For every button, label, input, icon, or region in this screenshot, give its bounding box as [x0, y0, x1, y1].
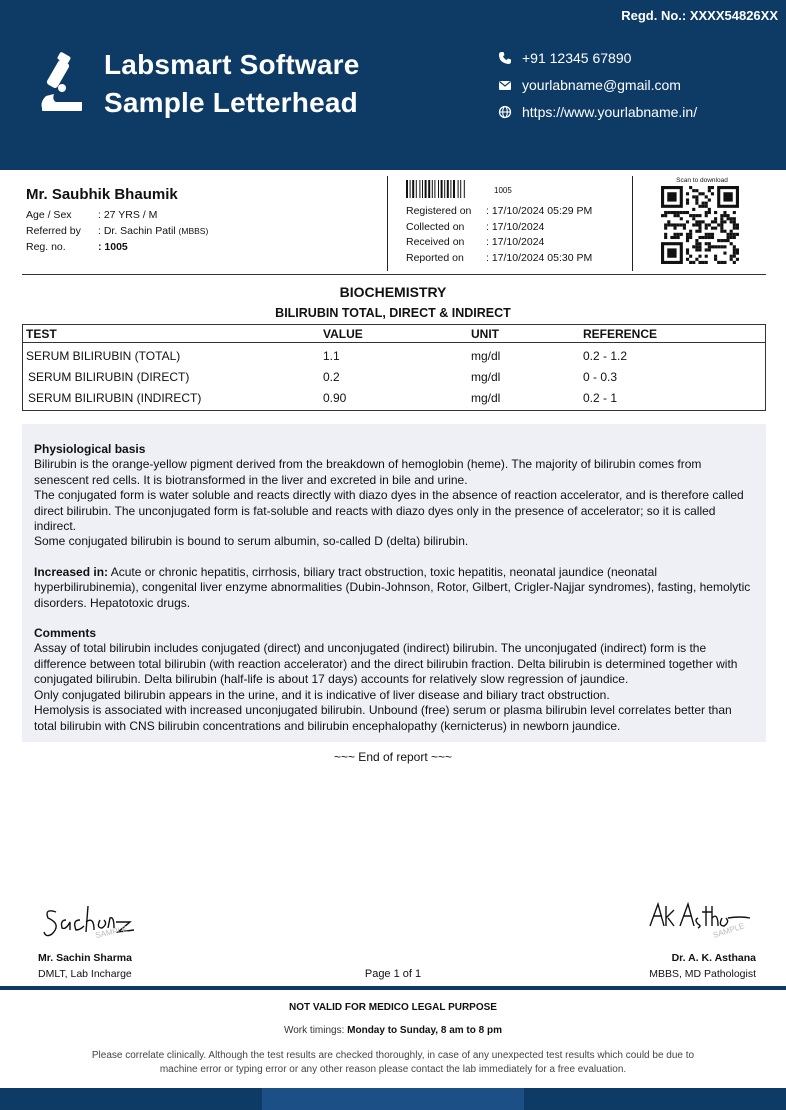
- comments-paragraph: Only conjugated bilirubin appears in the urine, and it is indicative of liver disease and biliary tract obstruction.: [34, 687, 610, 702]
- sample-stamp: SAMPLE: [711, 921, 746, 940]
- age-sex-value: : 27 YRS / M: [98, 209, 158, 221]
- reg-value: : 1005: [98, 241, 128, 253]
- column-header-unit: UNIT: [471, 326, 499, 341]
- timings-label: Work timings:: [283, 1025, 348, 1036]
- test-value: 0.90: [323, 390, 347, 405]
- contact-email[interactable]: [498, 77, 681, 93]
- date-label: Collected on: [406, 220, 465, 233]
- phone-text: +91 12345 67890: [522, 50, 632, 66]
- contact-phone[interactable]: [498, 50, 631, 66]
- signature-right-image: [646, 896, 756, 944]
- divider-right: [632, 176, 633, 271]
- date-value: : 17/10/2024: [486, 236, 545, 249]
- test-name: SERUM BILIRUBIN (TOTAL): [26, 348, 181, 363]
- end-of-report: ~~~ End of report ~~~: [333, 750, 453, 764]
- date-label: Received on: [406, 236, 465, 249]
- table-row: [23, 366, 765, 387]
- date-label: Registered on: [406, 205, 472, 217]
- registration-number: Regd. No.: XXXX54826XX: [621, 8, 778, 23]
- mail-icon: [498, 78, 512, 92]
- column-header-test: TEST: [26, 326, 57, 341]
- physiology-heading: Physiological basis: [34, 442, 146, 456]
- increased-in-paragraph: [34, 565, 754, 611]
- section-divider: [22, 274, 766, 275]
- test-unit: mg/dl: [471, 369, 501, 384]
- barcode-number: 1005: [494, 186, 512, 195]
- comments-heading: Comments: [34, 626, 97, 641]
- date-label: Reported on: [406, 252, 464, 265]
- timings-value: Monday to Sunday, 8 am to 8 pm: [347, 1025, 502, 1036]
- work-timings: [0, 1025, 786, 1036]
- signatory-name: Dr. A. K. Asthana: [671, 952, 756, 964]
- table-header: [23, 325, 765, 343]
- reg-label: Reg. no.: [26, 241, 66, 253]
- globe-icon: [498, 105, 512, 119]
- referred-row: [26, 223, 208, 239]
- qr-label: Scan to download: [676, 177, 728, 184]
- increased-label: Increased in:: [34, 564, 109, 579]
- department-title: BIOCHEMISTRY: [339, 284, 447, 300]
- test-value: 1.1: [323, 348, 340, 363]
- interpretation-notes: [22, 424, 766, 742]
- table-row: [23, 387, 765, 408]
- footer-note: Please correlate clinically. Although the test results are checked thoroughly, in case of any unexpected test results which could be due to machine error or typing error or any other reason please contact the lab immediately for a free evaluation.: [91, 1050, 695, 1075]
- barcode: [406, 180, 512, 198]
- date-value: : 17/10/2024 05:30 PM: [486, 252, 593, 265]
- patient-name: Mr. Saubhik Bhaumik: [26, 186, 178, 203]
- physiology-paragraph: Some conjugated bilirubin is bound to serum albumin, so-called D (delta) bilirubin.: [34, 534, 469, 549]
- test-unit: mg/dl: [471, 348, 501, 363]
- physiology-paragraph: The conjugated form is water soluble and reacts directly with diazo dyes in the absence of reaction accelerator, and is therefore called direct bilirubin. The unconjugated form is fat-soluble and reacts with diazo dyes only in the presence of accelerator; so it is called indirect.: [34, 488, 744, 534]
- website-text: https://www.yourlabname.in/: [522, 104, 698, 120]
- sample-dates: [406, 204, 592, 267]
- age-sex-label: Age / Sex: [26, 209, 72, 221]
- referred-suffix: (MBBS): [178, 226, 209, 236]
- test-reference: 0.2 - 1: [583, 390, 618, 405]
- date-row: [406, 235, 592, 251]
- date-value: : 17/10/2024: [486, 220, 545, 233]
- test-value: 0.2: [323, 369, 340, 384]
- lab-title-line2: Sample Letterhead: [104, 87, 358, 118]
- signature-left-image: [40, 898, 140, 944]
- test-reference: 0.2 - 1.2: [583, 348, 628, 363]
- age-sex-row: [26, 207, 208, 223]
- sample-stamp: SAMPLE: [94, 924, 129, 940]
- letterhead-header: [0, 0, 786, 170]
- test-unit: mg/dl: [471, 390, 501, 405]
- increased-text: Acute or chronic hepatitis, cirrhosis, biliary tract obstruction, toxic hepatitis, neonatal jaundice (neonatal hyperbilirubinemia), congenital liver enzyme abnormalities (Dubin-Johnson, Rotor, Gilbert, Crigler-Najjar syndromes), fasting, hemolytic disorders. Hepatotoxic drugs.: [34, 564, 751, 610]
- panel-title: BILIRUBIN TOTAL, DIRECT & INDIRECT: [275, 306, 511, 320]
- bottom-band: [0, 1088, 786, 1110]
- date-row: [406, 220, 592, 236]
- test-name: SERUM BILIRUBIN (DIRECT): [28, 369, 190, 384]
- footer-rule: [0, 986, 786, 990]
- referred-value: : Dr. Sachin Patil: [98, 225, 176, 237]
- results-table: [22, 324, 766, 411]
- microscope-icon: [38, 52, 86, 112]
- phone-icon: [498, 51, 512, 65]
- column-header-value: VALUE: [323, 326, 363, 341]
- comments-paragraph: Assay of total bilirubin includes conjugated (direct) and unconjugated (indirect) bilirubin. The unconjugated (indirect) form is the difference between total bilirubin (with reaction accelerator) and the direct bilirubin fraction. Delta bilirubin is determined together with conjugated bilirubin. Delta bilirubin (half-life is about 17 days) accounts for relatively slow regression of jaundice.: [34, 641, 738, 687]
- comments-paragraph: Hemolysis is associated with increased unconjugated bilirubin. Unbound (free) serum or plasma bilirubin level correlates better than total bilirubin with CNS bilirubin concentrations and bilirubin encephalopathy (kernicterus) in newborn jaundice.: [34, 703, 732, 733]
- divider-left: [387, 176, 388, 271]
- test-name: SERUM BILIRUBIN (INDIRECT): [28, 390, 202, 405]
- page-number: Page 1 of 1: [364, 968, 422, 980]
- physiology-paragraph: Bilirubin is the orange-yellow pigment derived from the breakdown of hemoglobin (heme). The majority of bilirubin comes from senescent red cells. It is biotransformed in the liver and excreted in bile and urine.: [34, 457, 702, 487]
- patient-info: [26, 186, 208, 255]
- column-header-reference: REFERENCE: [583, 326, 658, 341]
- signatory-name: Mr. Sachin Sharma: [38, 952, 132, 964]
- date-value: : 17/10/2024 05:29 PM: [486, 205, 593, 217]
- table-row: [23, 345, 765, 366]
- barcode-bars: [406, 180, 488, 198]
- date-row: [406, 251, 592, 267]
- test-reference: 0 - 0.3: [583, 369, 618, 384]
- lab-title: [104, 46, 359, 122]
- email-text: yourlabname@gmail.com: [522, 77, 681, 93]
- referred-label: Referred by: [26, 225, 81, 237]
- signatory-role: MBBS, MD Pathologist: [649, 968, 756, 980]
- legal-disclaimer: NOT VALID FOR MEDICO LEGAL PURPOSE: [289, 1002, 497, 1013]
- date-row: [406, 204, 592, 220]
- qr-code[interactable]: [661, 186, 739, 264]
- lab-title-line1: Labsmart Software: [104, 49, 360, 80]
- signatory-role: DMLT, Lab Incharge: [38, 968, 132, 980]
- contact-website[interactable]: [498, 104, 697, 120]
- reg-row: [26, 239, 208, 255]
